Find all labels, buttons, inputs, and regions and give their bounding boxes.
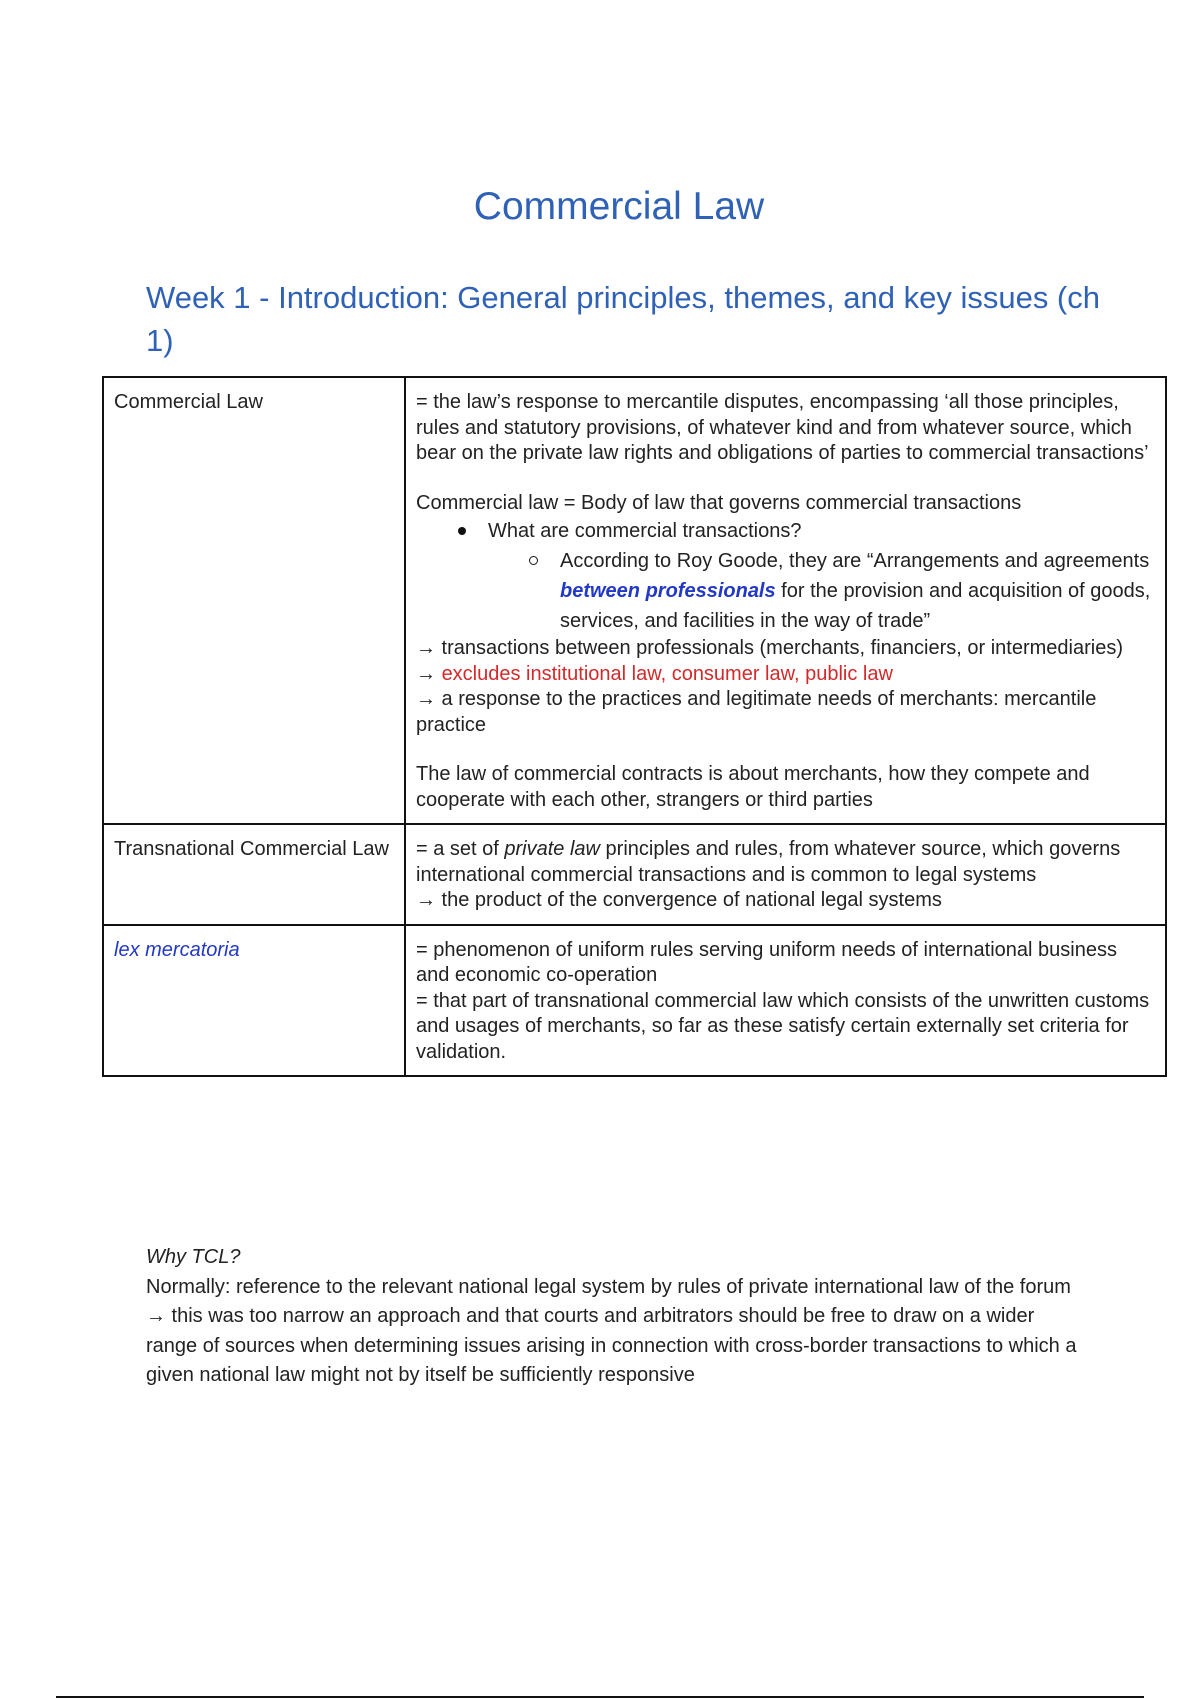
why-tcl-title: Why TCL? [146,1246,241,1268]
definition-cell [405,824,1166,925]
definition-text: The law of commercial contracts is about merchants, how they compete and cooperate with each other, strangers or third parties [416,763,1090,811]
arrow-prefix: → [416,662,442,685]
section-heading: Week 1 - Introduction: General principles, themes, and key issues (ch 1) [146,280,1100,358]
table-row [103,377,1166,824]
why-tcl-section [146,1243,1086,1391]
definition-prefix: = a set of [416,838,505,860]
arrow-line: → transactions between professionals (merchants, financiers, or intermediaries) [416,637,1123,659]
term-cell [103,377,405,824]
italic-term: private law [504,838,600,860]
sub-bullet-list [488,546,1155,636]
definition-suffix: principles and rules, from whatever source, which governs international commercial transactions and is common to legal systems [416,838,1121,886]
definition-text [416,837,1155,888]
term-label: lex mercatoria [114,938,240,961]
quote-text: According to Roy Goode, they are “Arrangements and agreements [560,550,1150,572]
page-divider [56,1696,1144,1698]
arrow-line: → the product of the convergence of national legal systems [416,889,942,911]
emphasis-text: between professionals [560,580,776,602]
list-item [488,516,1155,636]
term-cell [103,824,405,925]
table-row [103,925,1166,1077]
definitions-table [102,376,1167,1077]
list-item [560,546,1155,636]
definition-cell [405,377,1166,824]
page-title: Commercial Law [473,185,765,228]
definition-cell [405,925,1166,1077]
term-label: Transnational Commercial Law [114,838,389,860]
quote-text: for the provision and acquisition of goods, services, and facilities in the way of trade” [560,580,1151,632]
arrow-line: → a response to the practices and legitimate needs of merchants: mercantile practice [416,688,1097,736]
definition-text: = phenomenon of uniform rules serving uniform needs of international business and economic co-operation [416,938,1117,986]
term-label: Commercial Law [114,391,263,413]
table-row [103,824,1166,925]
definition-text: = that part of transnational commercial law which consists of the unwritten customs and usages of merchants, so far as these satisfy certain externally set criteria for validation. [416,989,1150,1063]
definition-text: Commercial law = Body of law that governs commercial transactions [416,491,1022,514]
term-cell [103,925,405,1077]
bullet-text: What are commercial transactions? [488,520,802,542]
definition-text: = the law’s response to mercantile disputes, encompassing ‘all those principles, rules and statutory provisions, of whatever kind and from whatever source, which bear on the private law rights and obligations of parties to commercial transactions’ [416,391,1149,464]
bullet-list [416,516,1155,636]
arrow-line [416,662,1155,688]
exclusion-note: excludes institutional law, consumer law, public law [441,662,893,685]
why-tcl-body: Normally: reference to the relevant national legal system by rules of private international law of the forum → this was too narrow an approach and that courts and arbitrators should be free to draw on a wider range of sources when determining issues arising in connection with cross-border transactions to which a given national law might not by itself be sufficiently responsive [146,1275,1077,1386]
